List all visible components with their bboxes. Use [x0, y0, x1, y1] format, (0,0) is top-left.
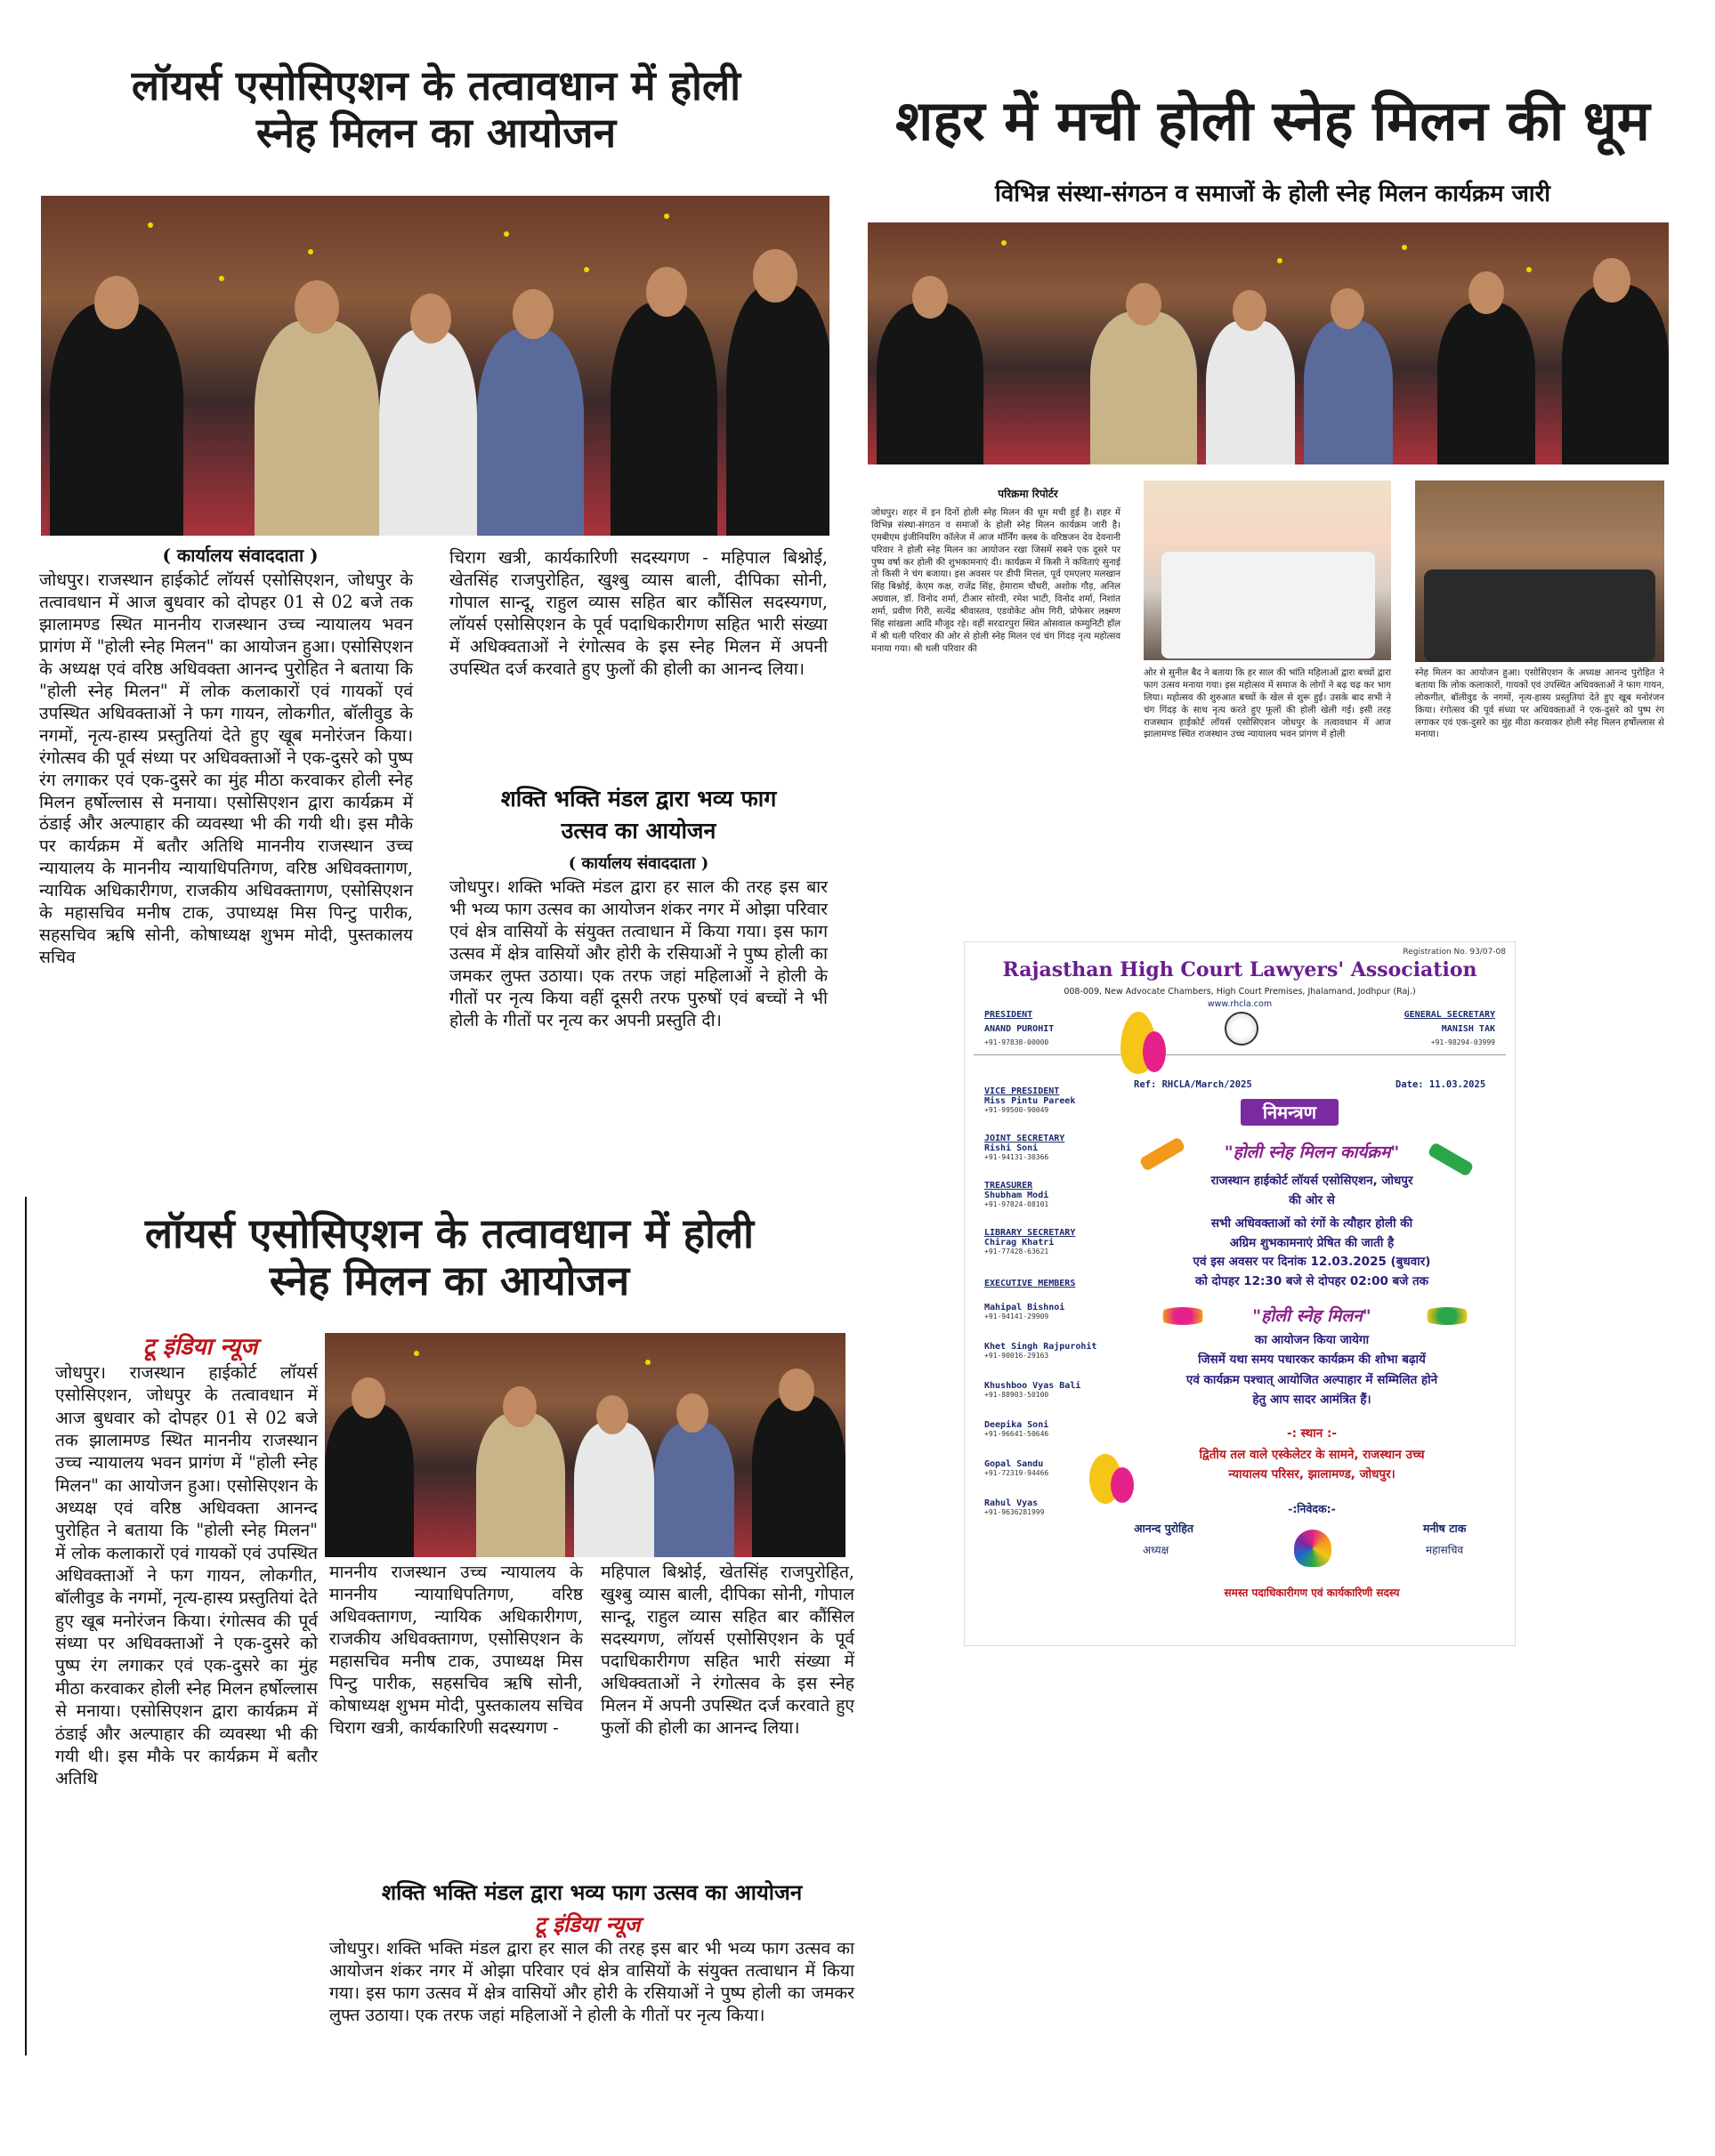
clip2 — [868, 89, 1678, 863]
clip3-col1: जोधपुर। राजस्थान हाईकोर्ट लॉयर्स एसोसिएशन, जोधपुर के तत्वावधान में आज बुधवार को दोपहर 01 से 02 बजे तक झालामण्ड स्थित माननीय राजस्थान उच्च न्यायालय भवन प्रागंण में "होली स्नेह मिलन" का आयोजन हुआ। एसोसिएशन के अध्यक्ष एवं वरिष्ठ अधिवक्ता आनन्द पुरोहित ने बताया कि "होली स्नेह मिलन" में लोक कलाकारों एवं गायकों एवं उपस्थित अधिवक्ताओं ने फग गायन, लोकगीत, बॉलीवुड के नगमों, नृत्य-हास्य प्रस्तुतियां देते हुए खूब मनोरंजन किया। रंगोत्सव की पूर्व संध्या पर अधिवक्ताओं ने एक-दुसरे को पुष्प रंग लगाकर एवं एक-दुसरे का मुंह मीठा करवाकर होली स्नेह मिलन हर्षोल्लास से मनाया। एसोसिएशन द्वारा कार्यक्रम में ठंडाई और अल्पाहार की व्यवस्था भी की गयी थी। इस मौके पर कार्यक्रम में बतौर अतिथि — [55, 1362, 318, 1789]
inv-nimantran: निमन्त्रण — [1241, 1099, 1339, 1126]
clip1-subhead-line1: शक्ति भक्ति मंडल द्वारा भव्य फाग — [500, 786, 777, 812]
inv-venue-label: -: स्थान :- — [1286, 1426, 1337, 1441]
inv-line1: राजस्थान हाईकोर्ट लॉयर्स एसोसिएशन, जोधपुर — [1210, 1174, 1413, 1188]
clip1-headline — [36, 62, 837, 157]
clip2-headline: शहर में मची होली स्नेह मिलन की धूम — [895, 88, 1650, 153]
inv-venue2: न्यायालय परिसर, झालामण्ड, जोधपुर। — [1228, 1467, 1395, 1482]
clip3-left-rule — [25, 1197, 27, 2055]
inv-officer-name: Shubham Modi — [984, 1191, 1049, 1200]
inv-member-name: Mahipal Bishnoi — [984, 1303, 1065, 1312]
inv-officer-role: VICE PRESIDENT — [984, 1086, 1060, 1096]
inv-officers — [984, 1081, 1127, 1516]
inv-line4: अग्रिम शुभकामनाएं प्रेषित की जाती है — [1229, 1235, 1395, 1250]
inv-officer-role: LIBRARY SECRETARY — [984, 1228, 1076, 1238]
clip3-headline-line2: स्नेह मिलन का आयोजन — [269, 1256, 630, 1304]
inv-gen-sec-phone: +91-98294-03999 — [1430, 1038, 1495, 1046]
inv-ref: Ref: RHCLA/March/2025 — [1134, 1079, 1252, 1090]
inv-body2 — [1125, 1330, 1499, 1410]
inv-gen-sec-label: GENERAL SECRETARY — [1404, 1010, 1495, 1020]
inv-address: 008-009, New Advocate Chambers, High Court Premises, Jhalamand, Jodhpur (Raj.) — [1064, 987, 1416, 997]
inv-sign1-name: आनन्द पुरोहित — [1134, 1522, 1194, 1535]
inv-date: Date: 11.03.2025 — [1395, 1079, 1486, 1090]
inv-member-phone: +91-9636281999 — [984, 1508, 1045, 1516]
inv-officer-name: Chirag Khatri — [984, 1238, 1055, 1248]
clip3-sub-brand: टू इंडिया न्यूज — [534, 1912, 641, 1937]
inv-member-name: Deepika Soni — [984, 1420, 1049, 1430]
clip2-subheadline: विभिन्न संस्था-संगठन व समाजों के होली स्नेह मिलन कार्यक्रम जारी — [995, 181, 1550, 207]
clip1-photo — [41, 196, 829, 536]
emblem-icon — [1225, 1012, 1258, 1046]
inv-venue — [1125, 1445, 1499, 1485]
inv-member-phone: +91-90016-29163 — [984, 1352, 1049, 1360]
inv-president-name: ANAND PUROHIT — [984, 1024, 1055, 1034]
inv-line6: को दोपहर 12:30 बजे से दोपहर 02:00 बजे तक — [1194, 1274, 1429, 1289]
inv-event-title: "होली स्नेह मिलन कार्यक्रम" — [1224, 1143, 1400, 1162]
clip1-headline-line1: लॉयर्स एसोसिएशन के तत्वावधान में होली — [131, 61, 741, 109]
clip1 — [36, 62, 837, 1121]
inv-venue1: द्वितीय तल वाले एस्केलेटर के सामने, राजस्थान उच्च — [1199, 1448, 1425, 1462]
inv-member-name: Gopal Sandu — [984, 1459, 1044, 1469]
clip3-subhead: शक्ति भक्ति मंडल द्वारा भव्य फाग उत्सव का आयोजन — [381, 1880, 803, 1905]
clip1-subhead-line2: उत्सव का आयोजन — [561, 818, 716, 844]
inv-gen-sec-name: MANISH TAK — [1441, 1024, 1495, 1034]
clip3-col3: महिपाल बिश्नोई, खेतसिंह राजपुरोहित, खुश्बु व्यास बाली, दीपिका सोनी, गोपाल सान्दू, राहुल व्यास सहित बार कौंसिल सदस्यगण, लॉयर्स एसोसिएशन के पूर्व पदाधिकारीगण सहित भारी संख्या में अधिक्वताओं ने रंगोत्सव के इस स्नेह मिलन में अपनी उपस्थित दर्ज करवाते हुए फुलों की होली का आनन्द लिया। — [601, 1562, 854, 1738]
inv-officer-name: Rishi Soni — [984, 1143, 1039, 1153]
inv-member-phone: +91-96641-50646 — [984, 1430, 1049, 1438]
holi-pot-icon — [1294, 1530, 1331, 1567]
inv-line7: का आयोजन किया जायेगा — [1254, 1333, 1370, 1347]
inv-title: Rajasthan High Court Lawyers' Association — [1002, 958, 1477, 981]
clip1-byline: ( कार्यालय संवाददाता ) — [162, 545, 319, 566]
inv-line5: एवं इस अवसर पर दिनांक 12.03.2025 (बुधवार) — [1193, 1255, 1431, 1270]
inv-line3: सभी अधिवक्ताओं को रंगों के त्यौहार होली की — [1210, 1215, 1413, 1231]
inv-officer-phone: +91-97824-08101 — [984, 1200, 1049, 1208]
clip1-subhead — [449, 783, 828, 848]
clip3-col2: माननीय राजस्थान उच्च न्यायालय के माननीय न्यायाधिपतिगण, वरिष्ठ अधिवक्तागण, न्यायिक अधिकारीगण, राजकीय अधिवक्तागण, एसोसिएशन के महासचिव मनीष टाक, उपाध्यक्ष मिस पिन्टु पारीक, सहसचिव ऋषि सोनी, कोषाध्यक्ष शुभम मोदी, पुस्तकालय सचिव चिराग खत्री, कार्यकारिणी सदस्यगण - — [329, 1562, 583, 1738]
clip3 — [36, 1210, 863, 2064]
inv-registration: Registration No. 93/07-08 — [1403, 948, 1506, 957]
clip3-headline — [36, 1210, 863, 1304]
inv-line9: एवं कार्यक्रम पश्चात् आयोजित अल्पाहार में सम्मिलित होने — [1185, 1372, 1438, 1387]
inv-officer-phone: +91-94131-30366 — [984, 1153, 1049, 1161]
clip2-col2: ओर से सुनील बैद ने बताया कि हर साल की भांति महिलाओं द्वारा बच्चों द्वारा फाग उत्सव मनाया गया। इस महोत्सव में समाज के लोगों ने बढ़ चढ़ कर भाग लिया। महोत्सव की शुरुआत बच्चों के खेल से शुरू हुई। उसके बाद सभी ने चंग गिंदड़ के साथ नृत्य करते हुए फूलों की होली खेली गई। इसी तरह राजस्थान हाईकोर्ट लॉयर्स एसोसिएशन जोधपुर के तत्वावधान में आज झालामण्ड स्थित राजस्थान उच्च न्यायालय भवन प्रांगण में होली — [1144, 668, 1391, 740]
inv-member-name: Khushboo Vyas Bali — [984, 1381, 1081, 1391]
clip2-col3: स्नेह मिलन का आयोजन हुआ। एसोसिएशन के अध्यक्ष आनन्द पुरोहित ने बताया कि लोक कलाकारों, गायकों एवं उपस्थित अधिवक्ताओं ने फाग गायन, लोकगीत, बॉलीवुड के नगमों, नृत्य-हास्य प्रस्तुतियां देते हुए खूब मनोरंजन किया। रंगोत्सव की पूर्व संध्या पर अधिवक्ताओं ने एक-दुसरे को पुष्प रंग लगाकर एवं एक-दुसरे का मुंह मीठा करवाकर होली स्नेह मिलन हर्षोल्लास से मनाया। — [1415, 668, 1664, 740]
clip1-col2: चिराग खत्री, कार्यकारिणी सदस्यगण - महिपाल बिश्नोई, खेतसिंह राजपुरोहित, खुश्बु व्यास बाली, दीपिका सोनी, गोपाल सान्दू, राहुल व्यास सहित बार कौंसिल सदस्यगण, लॉयर्स एसोसिएशन के पूर्व पदाधिकारीगण सहित भारी संख्या में अधिक्वताओं ने रंगोत्सव के इस स्नेह मिलन में अपनी उपस्थित दर्ज करवाते हुए फुलों की होली का आनन्द लिया। — [449, 547, 828, 679]
inv-president-label: PRESIDENT — [984, 1010, 1033, 1020]
inv-member-phone: +91-72319-94466 — [984, 1469, 1049, 1477]
inv-nivedak: -:निवेदक:- — [1288, 1502, 1336, 1515]
clip1-sub-body: जोधपुर। शक्ति भक्ति मंडल द्वारा हर साल की तरह इस बार भी भव्य फाग उत्सव का आयोजन शंकर नगर में ओझा परिवार एवं क्षेत्र वासियों के संयुक्त तत्वाधान में किया गया। इस फाग उत्सव में क्षेत्र वासियों और होरी के रसियाओं ने पुष्प होली का जमकर लुफ्त उठाया। एक तरफ जहां महिलाओं ने होली के गीतों पर नृत्य किया वहीं दूसरी तरफ पुरुषों एवं बच्चों ने भी होली के गीतों पर नृत्य कर अपनी प्रस्तुति दी। — [449, 876, 828, 1030]
clip1-headline-line2: स्नेह मिलन का आयोजन — [255, 108, 617, 157]
inv-member-name: Rahul Vyas — [984, 1498, 1039, 1508]
inv-officer-phone: +91-99500-90049 — [984, 1106, 1049, 1114]
invitation — [964, 941, 1516, 1646]
clip3-sub-body: जोधपुर। शक्ति भक्ति मंडल द्वारा हर साल की तरह इस बार भी भव्य फाग उत्सव का आयोजन शंकर नगर में ओझा परिवार एवं क्षेत्र वासियों के संयुक्त तत्वाधान में किया गया। इस फाग उत्सव में क्षेत्र वासियों और होरी के रसियाओं ने पुष्प होली का जमकर लुफ्त उठाया। एक तरफ जहां महिलाओं ने होली के गीतों पर नृत्य किया। — [329, 1938, 854, 2025]
clip1-col1: जोधपुर। राजस्थान हाईकोर्ट लॉयर्स एसोसिएशन, जोधपुर के तत्वावधान में आज बुधवार को दोपहर 01 से 02 बजे तक झालामण्ड स्थित माननीय राजस्थान उच्च न्यायालय भवन प्रागंण में "होली स्नेह मिलन" का आयोजन हुआ। एसोसिएशन के अध्यक्ष एवं वरिष्ठ अधिवक्ता आनन्द पुरोहित ने बताया कि "होली स्नेह मिलन" में लोक कलाकारों एवं गायकों एवं उपस्थित अधिवक्ताओं ने फग गायन, लोकगीत, बॉलीवुड के नगमों, नृत्य-हास्य प्रस्तुतियां देते हुए खूब मनोरंजन किया। रंगोत्सव की पूर्व संध्या पर अधिवक्ताओं ने एक-दुसरे को पुष्प रंग लगाकर एवं एक-दुसरे का मुंह मीठा करवाकर होली स्नेह मिलन हर्षोल्लास से मनाया। एसोसिएशन द्वारा कार्यक्रम में ठंडाई और अल्पाहार की व्यवस्था भी की गयी थी। इस मौके पर कार्यक्रम में बतौर अतिथि माननीय राजस्थान उच्च न्यायालय के माननीय न्यायाधिपतिगण, वरिष्ठ अधिवक्तागण, न्यायिक अधिकारीगण, राजकीय अधिवक्तागण, एसोसिएशन के महासचिव मनीष टाक, उपाध्यक्ष मिस पिन्टु पारीक, सहसचिव ऋषि सोनी, कोषाध्यक्ष शुभम मोदी, पुस्तकालय सचिव — [39, 569, 413, 968]
inv-rule — [974, 1054, 1506, 1055]
clip2-photo — [868, 222, 1669, 464]
inv-website: www.rhcla.com — [1207, 999, 1273, 1009]
color-splash-icon — [1143, 1031, 1166, 1072]
inv-line8: जिसमें यथा समय पधारकर कार्यक्रम की शोभा बढ़ायें — [1198, 1353, 1426, 1368]
clip2-photo2 — [1144, 480, 1391, 660]
clip3-headline-line1: लॉयर्स एसोसिएशन के तत्वावधान में होली — [144, 1209, 755, 1257]
inv-event-name: "होली स्नेह मिलन" — [1252, 1306, 1371, 1326]
inv-body — [1125, 1172, 1499, 1292]
inv-member-phone: +91-94141-29909 — [984, 1312, 1049, 1320]
inv-sign2-role: महासचिव — [1426, 1544, 1464, 1556]
inv-member-phone: +91-88903-50100 — [984, 1391, 1049, 1399]
inv-officer-role: TREASURER — [984, 1181, 1033, 1191]
inv-sign1-role: अध्यक्ष — [1143, 1544, 1169, 1556]
clip1-sub-byline: ( कार्यालय संवाददाता ) — [568, 854, 709, 873]
inv-officer-role: JOINT SECRETARY — [984, 1134, 1065, 1143]
inv-president-phone: +91-97838-00000 — [984, 1038, 1049, 1046]
clip3-brand: टू इंडिया न्यूज — [142, 1334, 258, 1361]
inv-exec-label: EXECUTIVE MEMBERS — [984, 1279, 1076, 1288]
inv-member-name: Khet Singh Rajpurohit — [984, 1342, 1097, 1352]
inv-line10: हेतु आप सादर आमंत्रित हैं। — [1252, 1393, 1371, 1408]
inv-line2: की ओर से — [1289, 1192, 1335, 1207]
inv-officer-name: Miss Pintu Pareek — [984, 1096, 1076, 1106]
clip2-photo3 — [1415, 480, 1664, 662]
clip2-col1: जोधपुर। शहर में इन दिनों होली स्नेह मिलन की धूम मची हुई है। शहर में विभिन्न संस्था-संगठन व समाजों के होली स्नेह मिलन कार्यक्रम जारी है। एमबीएम इंजीनियरिंग कॉलेज में आज मॉर्निंग क्लब के वरिष्ठजन देव देवनानी परिवार ने होली स्नेह मिलन का आयोजन रखा जिसमें सबने एक दूसरे पर पुष्प वर्षा कर होली की शुभकामनाएं दी। कार्यक्रम में किसी ने कविताएं सुनाई तो किसी ने चंग बजाया। इस अवसर पर डीपी मित्तल, पूर्व एमएलए मलखान सिंह बिश्नोई, केएम कक्ष, राजेंद्र सिंह, हेमाराम चौधरी, अशोक गौड़, अनिल अग्रवाल, डॉ. विनोद शर्मा, टीआर सोरवी, रमेश भाटी, विनोद शर्मा, निशांत शर्मा, प्रवीण गिरी, सत्येंद्र श्रीवास्तव, एडवोकेट ओम गिरी, प्रोफेसर लक्ष्मण सिंह सांखला आदि मौजूद रहे। वहीं सरदारपुरा स्थित ओसवाल कम्युनिटी हॉल में श्री थली परिवार की ओर से होली स्नेह मिलन एवं चंग गिंदड़ नृत्य महोत्सव मनाया गया। श्री थली परिवार की — [871, 508, 1120, 654]
inv-officer-phone: +91-77428-63621 — [984, 1248, 1049, 1256]
clip2-reporter: परिक्रमा रिपोर्टर — [998, 488, 1058, 500]
inv-sign2-name: मनीष टाक — [1423, 1522, 1467, 1535]
inv-footer: समस्त पदाधिकारीगण एवं कार्यकारिणी सदस्य — [1224, 1587, 1400, 1599]
clip3-photo — [325, 1333, 845, 1557]
